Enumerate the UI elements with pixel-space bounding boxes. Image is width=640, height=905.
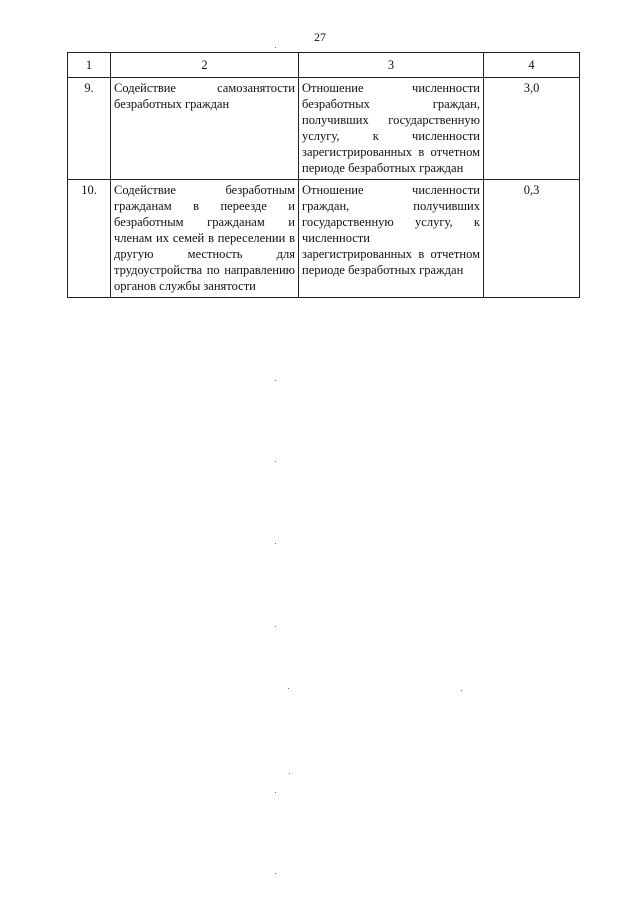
scan-speck <box>275 626 276 627</box>
service-name: Содействие безработным гражданам в переезде и безработным гражданам и членам их семей в переселении в другую местность для трудоустройства по направлению органов службы занятости <box>111 180 299 298</box>
indicator-description: Отношение численности безработных граждан, получивших государственную услугу, к численности зарегистрированных в отчетном периоде безработных граждан <box>299 78 484 180</box>
scan-speck <box>288 688 289 689</box>
document-table <box>67 52 580 298</box>
scan-speck <box>289 773 290 774</box>
header-col-4: 4 <box>484 53 580 78</box>
indicator-description: Отношение численности граждан, получивших государственную услугу, к численности зарегистрированных в отчетном периоде безработных граждан <box>299 180 484 298</box>
scan-speck <box>275 543 276 544</box>
indicator-value: 0,3 <box>484 180 580 298</box>
table-header-row <box>68 53 580 78</box>
header-col-1: 1 <box>68 53 111 78</box>
header-col-2: 2 <box>111 53 299 78</box>
scan-speck <box>275 47 276 48</box>
table-row <box>68 180 580 298</box>
scan-speck <box>275 461 276 462</box>
row-number: 10. <box>68 180 111 298</box>
scan-speck <box>461 690 462 691</box>
scan-speck <box>275 873 276 874</box>
scan-speck <box>275 792 276 793</box>
indicator-value: 3,0 <box>484 78 580 180</box>
page-number: 27 <box>314 30 326 44</box>
table-row <box>68 78 580 180</box>
row-number: 9. <box>68 78 111 180</box>
scan-speck <box>275 380 276 381</box>
service-name: Содействие самозанятости безработных граждан <box>111 78 299 180</box>
header-col-3: 3 <box>299 53 484 78</box>
